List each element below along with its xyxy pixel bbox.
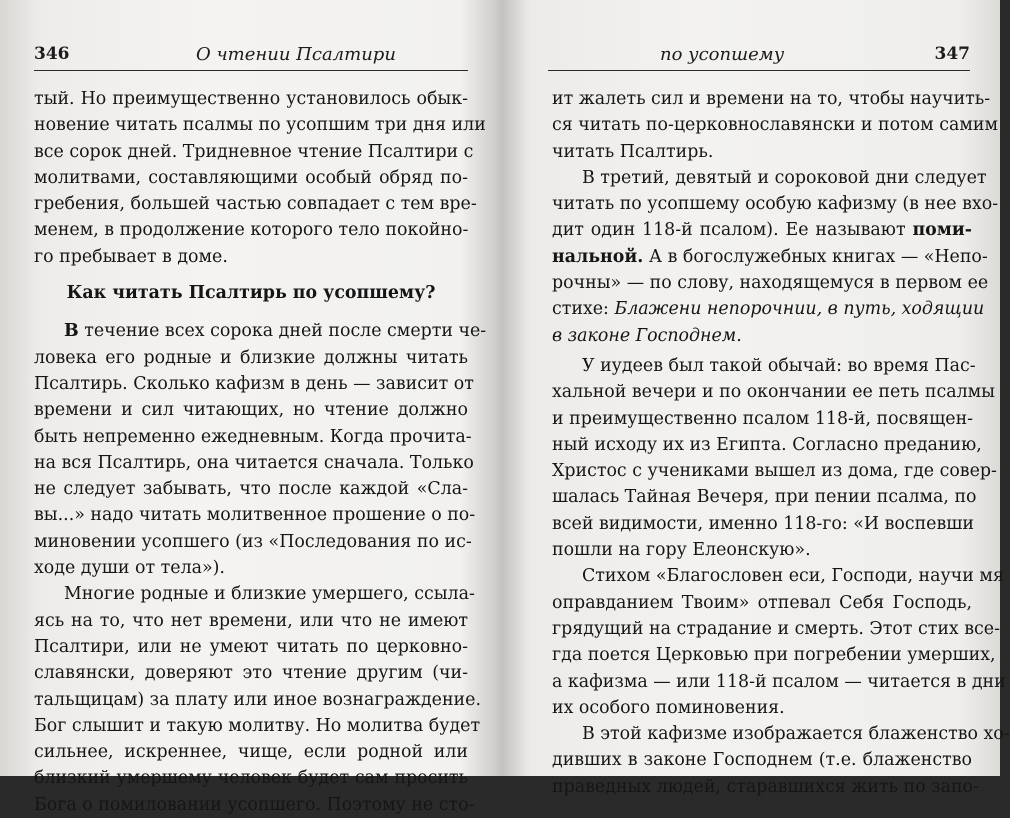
text-line: тый. Но преимущественно установилось обык- [34, 89, 468, 109]
italic-quote: Блажени непорочнии, в путь, ходящии [614, 299, 985, 320]
text-line: шалась Тайная Вечеря, при пении псалма, по [552, 487, 977, 508]
italic-quote: в законе Господнем. [552, 325, 742, 346]
text-line: В третий, девятый и сороковой дни следует [582, 167, 987, 188]
right-page [500, 0, 1010, 797]
text-line: гда поется Церковью при погребении умерших, [552, 645, 996, 666]
text-line: ходе души от тела»). [34, 558, 225, 579]
text-line: менем, в продолжение которого тело покойно- [34, 220, 469, 241]
text-line: ный исходу их из Египта. Согласно преданию, [552, 434, 982, 455]
text-line: Бог слышит и такую молитву. Но молитва будет [34, 715, 481, 736]
text-line: читать Псалтирь. [552, 141, 714, 162]
drop-lead: В [64, 321, 79, 342]
text-line: ся читать по-церковнославянски и потом самим [552, 115, 998, 136]
right-running-title: по усопшему [660, 44, 785, 65]
left-page-header [34, 42, 468, 71]
bold-term: поми- [912, 220, 972, 241]
text-line: тальщицам) за плату или иное вознаграждение. [34, 689, 481, 710]
left-page-text [34, 86, 487, 818]
text-segment: А в богослужебных книгах — «Непо- [643, 246, 988, 267]
text-line [552, 296, 985, 322]
right-page-header [548, 42, 970, 71]
text-line: ясь на то, что нет времени, или что не имеют [34, 610, 468, 631]
text-line: быть непременно ежедневным. Когда прочита- [34, 426, 472, 447]
text-line: гребения, большей частью совпадает с тем вре- [34, 194, 477, 215]
text-line: Многие родные и близкие умершего, ссыла- [64, 584, 475, 605]
text-line: пошли на гору Елеонскую». [552, 540, 811, 561]
text-line: славянски, доверяют это чтение другим (чи- [34, 663, 468, 684]
text-line: Христос с учениками вышел из дома, где совер- [552, 461, 997, 482]
text-line [552, 323, 972, 349]
text-line: их особого поминовения. [552, 697, 785, 718]
text-line: Бога о помиловании усопшего. Поэтому не сто- [34, 794, 475, 815]
text-line [34, 318, 487, 344]
text-line: читать по усопшему особую кафизму (в нее вхо- [552, 194, 999, 215]
text-segment: стихе: [552, 299, 615, 320]
text-line: оправданием Твоим» отпевал Себя Господь, [552, 592, 972, 613]
text-line: праведных людей, старавшихся жить по запо- [552, 776, 979, 797]
text-line: и преимущественно псалом 118-й, посвящен- [552, 408, 974, 429]
text-line: новение читать псалмы по усопшим три дня или [34, 115, 486, 136]
bold-term: нальной. [552, 246, 644, 267]
section-heading: Как читать Псалтирь по усопшему? [66, 283, 436, 304]
text-line: рочны» — по слову, находящемуся в первом ее [552, 273, 989, 294]
text-line: молитвами, составляющими особый обряд по- [34, 167, 468, 188]
text-segment: дит один 118-й псалом). Ее называют [552, 220, 913, 241]
left-page [0, 0, 500, 815]
text-line: ит жалеть сил и времени на то, чтобы научить- [552, 89, 991, 109]
text-line: на вся Псалтирь, она читается сначала. Только [34, 452, 474, 473]
text-line: времени и сил читающих, но чтение должно [34, 400, 468, 421]
text-line: сильнее, искреннее, чище, если родной или [34, 742, 468, 763]
text-line: хальной вечери и по окончании ее петь псалмы [552, 382, 995, 403]
text-line: миновении усопшего (из «Последования по ис- [34, 531, 472, 552]
left-page-number: 346 [34, 44, 70, 64]
text-line: ловека его родные и близкие должны читать [34, 347, 468, 368]
text-line: не следует забывать, что после каждой «Сла- [34, 479, 468, 500]
text-line: го пребывает в доме. [34, 246, 228, 267]
text-line: вы...» надо читать молитвенное прошение о по- [34, 505, 476, 526]
text-line: а кафизма — или 118-й псалом — читается в дни [552, 671, 1006, 692]
text-line: Псалтирь. Сколько кафизм в день — зависит от [34, 373, 474, 394]
text-line: дивших в законе Господнем (т.е. блаженство [552, 750, 972, 771]
right-page-number: 347 [934, 44, 970, 64]
text-segment: течение всех сорока дней после смерти че- [78, 321, 487, 342]
text-line: грядущий на страдание и смерть. Этот стих все- [552, 618, 1000, 639]
text-line: В этой кафизме изображается блаженство хо- [582, 724, 1010, 745]
text-line: всей видимости, именно 118-го: «И воспевши [552, 513, 975, 534]
text-line [552, 244, 988, 270]
text-line: Псалтири, или не умеют читать по церковно- [34, 636, 468, 657]
text-line: Стихом «Благословен еси, Господи, научи мя [582, 566, 1004, 587]
text-line: все сорок дней. Тридневное чтение Псалтири с [34, 141, 474, 162]
text-line [552, 217, 972, 243]
text-line: У иудеев был такой обычай: во время Пас- [582, 355, 976, 376]
left-running-title: О чтении Псалтири [196, 44, 396, 65]
right-page-text [552, 86, 1010, 800]
text-line: близкий умершему человек будет сам просить [34, 768, 468, 789]
